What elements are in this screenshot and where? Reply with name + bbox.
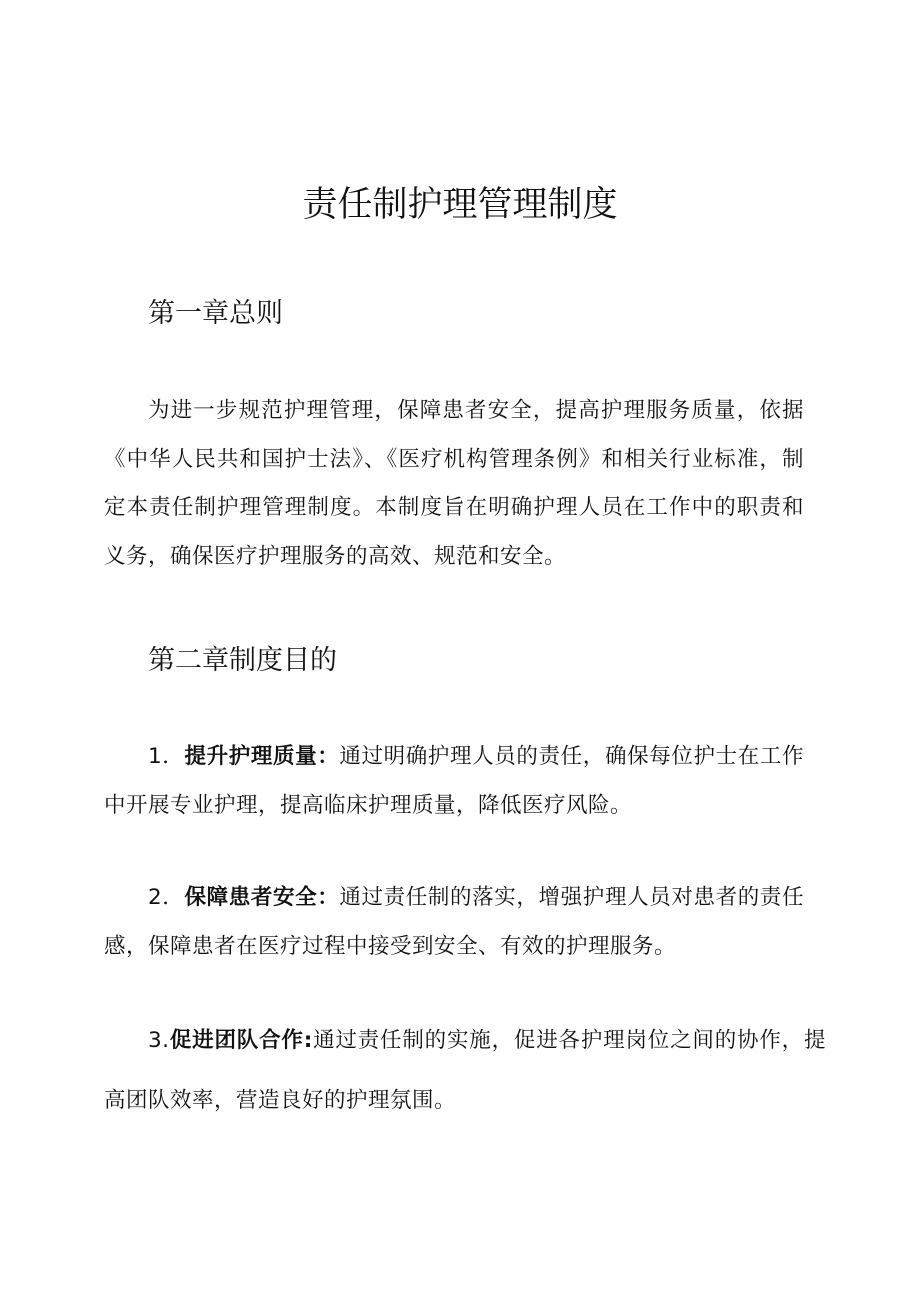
purpose-item-3-text: 通过责任制的实施，促进各护理岗位之间的协作，提高团队效率，营造良好的护理氛围。 bbox=[104, 1028, 826, 1113]
purpose-item-3-lead: 促进团队合作: bbox=[169, 1028, 313, 1053]
purpose-item-1 bbox=[104, 733, 804, 830]
purpose-item-2 bbox=[104, 874, 804, 971]
document-title: 责任制护理管理制度 bbox=[302, 185, 618, 225]
chapter-2-heading: 第二章制度目的 bbox=[148, 645, 337, 676]
purpose-item-1-text: 通过明确护理人员的责任，确保每位护士在工作中开展专业护理，提高临床护理质量，降低医疗风险。 bbox=[104, 744, 804, 818]
purpose-item-2-lead: 保障患者安全： bbox=[184, 885, 340, 910]
purpose-item-3-number: 3. bbox=[148, 1028, 170, 1053]
purpose-item-3 bbox=[104, 1011, 826, 1131]
chapter-1-paragraph: 为进一步规范护理管理，保障患者安全，提高护理服务质量，依据《中华人民共和国护士法》、《医疗机构管理条例》和相关行业标准，制定本责任制护理管理制度。本制度旨在明确护理人员在工作中的职责和义务，确保医疗护理服务的高效、规范和安全。 bbox=[104, 398, 804, 569]
purpose-item-1-number: 1． bbox=[148, 744, 185, 769]
purpose-item-2-text: 通过责任制的落实，增强护理人员对患者的责任感，保障患者在医疗过程中接受到安全、有效的护理服务。 bbox=[104, 885, 804, 959]
purpose-item-2-number: 2． bbox=[148, 885, 185, 910]
chapter-1-heading: 第一章总则 bbox=[148, 298, 283, 329]
purpose-item-1-lead: 提升护理质量： bbox=[184, 744, 340, 769]
